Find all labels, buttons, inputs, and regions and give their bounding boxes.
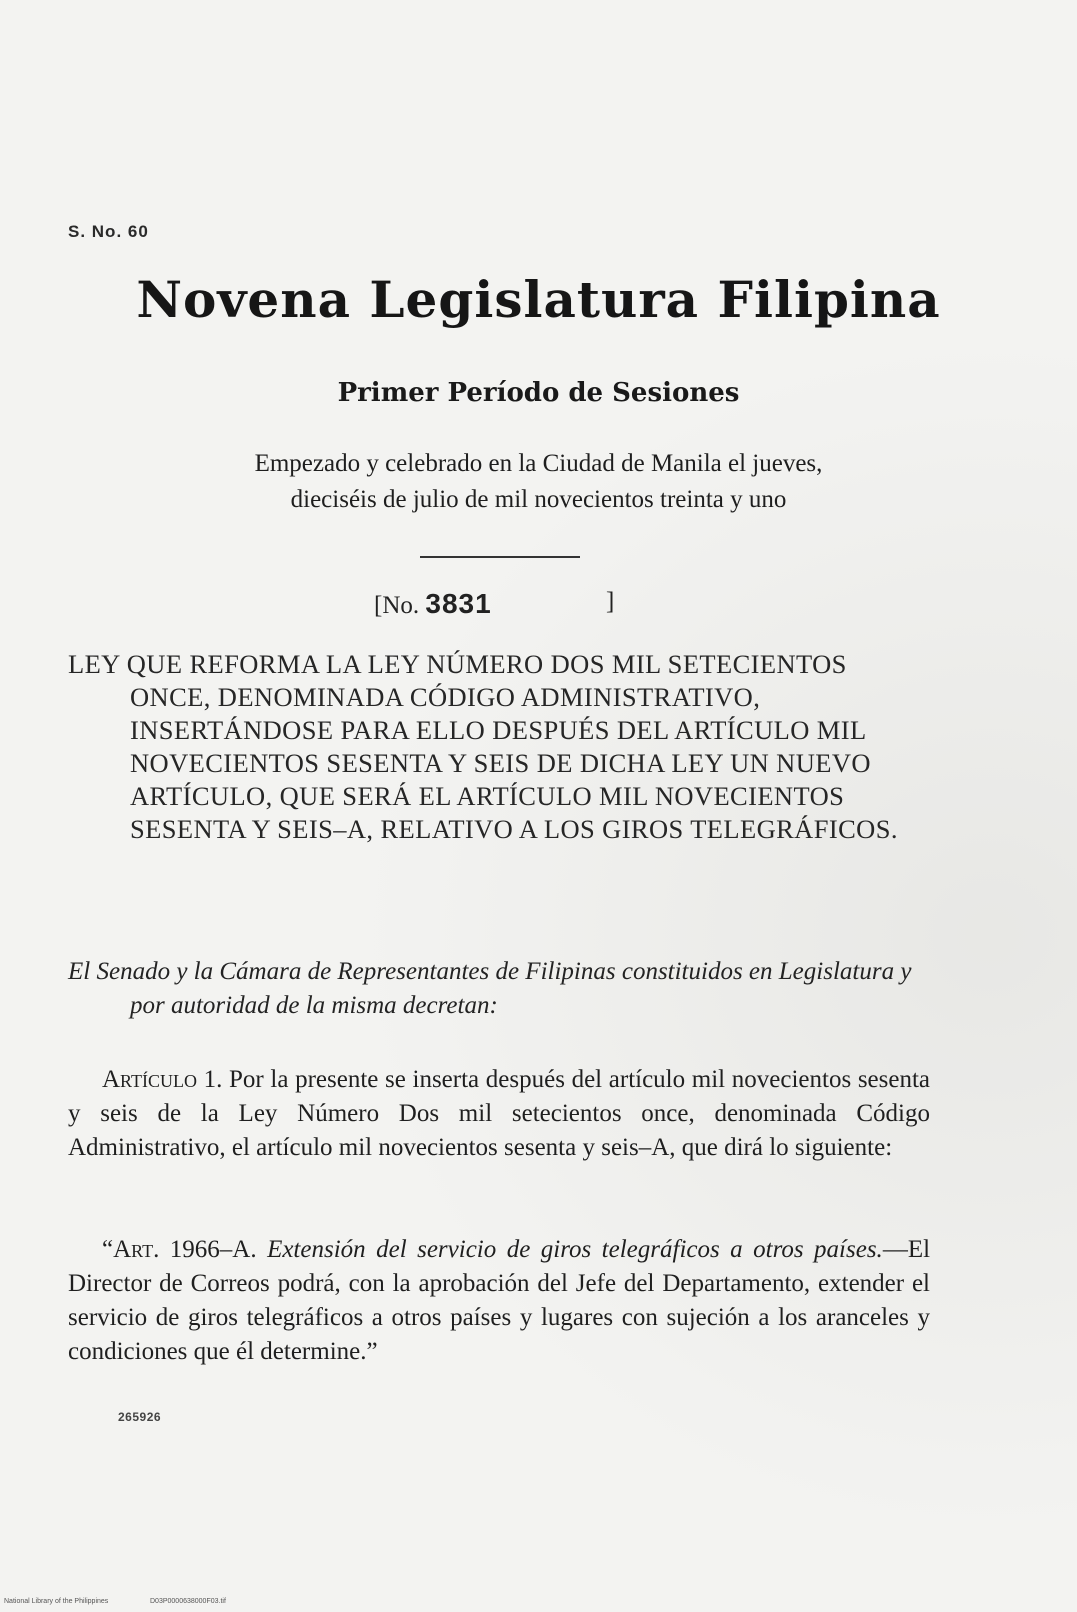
convened-line-2: dieciséis de julio de mil novecientos treinta y uno [290, 486, 787, 513]
quoted-article-heading: Extensión del servicio de giros telegráficos a otros países. [267, 1236, 883, 1263]
convened-statement [0, 446, 1077, 518]
act-number-value: 3831 [425, 588, 492, 619]
section-1 [68, 1063, 930, 1165]
scan-identifier: D03P0000638000F03.tif [150, 1598, 226, 1605]
senate-bill-number: S. No. 60 [68, 222, 149, 241]
quoted-article-label: “Art. 1966–A. [102, 1236, 257, 1263]
act-number [374, 588, 615, 620]
section-1-text: Por la presente se inserta después del artículo mil novecientos sesenta y seis de la Ley Número Dos mil setecientos once, denominada Código Administrativo, el artículo mil novecientos sesenta y seis–A, que dirá lo siguiente: [68, 1066, 931, 1161]
header-divider [420, 556, 580, 558]
convened-line-1: Empezado y celebrado en la Ciudad de Manila el jueves, [254, 450, 823, 477]
print-code: 265926 [118, 1410, 162, 1424]
enacting-clause: El Senado y la Cámara de Representantes de Filipinas constituidos en Legislatura y por autoridad de la misma decretan: [68, 958, 912, 1019]
quoted-article-text: —El Director de Correos podrá, con la aprobación del Jefe del Departamento, extender el servicio de giros telegráficos a otros países y lugares con sujeción a los aranceles y condiciones que él determine.” [68, 1236, 931, 1365]
act-number-prefix: [No. [374, 592, 420, 619]
legislature-heading: Novena Legislatura Filipina [136, 270, 941, 329]
section-1-label: Artículo 1. [102, 1066, 223, 1093]
session-heading: Primer Período de Sesiones [337, 378, 740, 408]
quoted-article [68, 1233, 930, 1369]
act-number-bracket-close: ] [606, 588, 615, 615]
library-credit: National Library of the Philippines [4, 1598, 109, 1605]
act-title: LEY QUE REFORMA LA LEY NÚMERO DOS MIL SETECIENTOS ONCE, DENOMINADA CÓDIGO ADMINISTRATIVO, INSERTÁNDOSE PARA ELLO DESPUÉS DEL ARTÍCULO MIL NOVECIENTOS SESENTA Y SEIS DE DICHA LEY UN NUEVO ARTÍCULO, QUE SERÁ EL ARTÍCULO MIL NOVECIENTOS SESENTA Y SEIS–A, RELATIVO A LOS GIROS TELEGRÁFICOS. [68, 649, 898, 844]
